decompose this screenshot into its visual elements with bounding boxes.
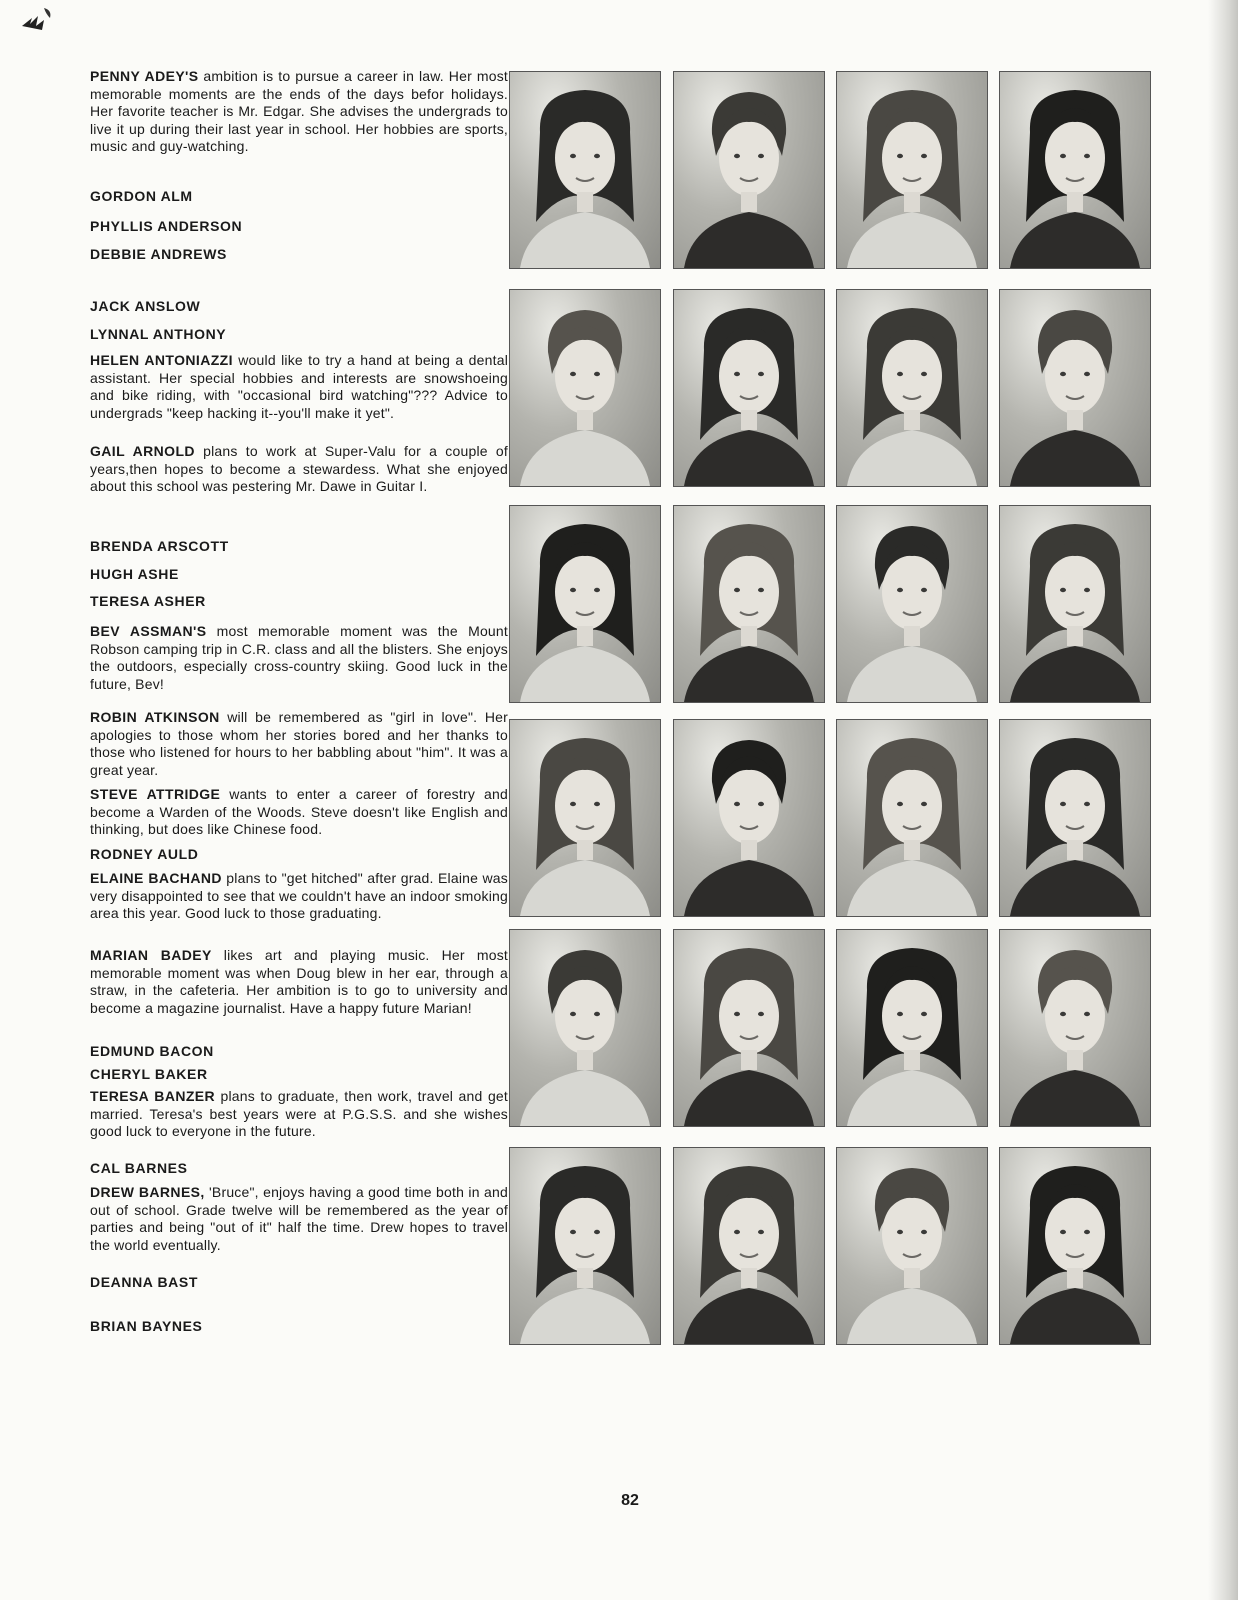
scan-shadow-edge — [1208, 0, 1238, 1600]
student-entry — [90, 1184, 508, 1254]
student-blurb: likes art and playing music. Her most memorable moment was when Doug blew in her ear, through a straw, in the cafeteria. Her ambition is to go to university and become a magazine journalist. Have a happy future Marian! — [90, 947, 508, 1016]
student-name: GAIL ARNOLD — [90, 443, 195, 459]
student-portrait — [673, 505, 825, 703]
student-portrait — [673, 289, 825, 487]
student-name: ELAINE BACHAND — [90, 870, 222, 886]
student-name: PHYLLIS ANDERSON — [90, 218, 243, 234]
student-portrait — [836, 929, 988, 1127]
student-name: BRENDA ARSCOTT — [90, 538, 229, 554]
student-name: CAL BARNES — [90, 1160, 188, 1176]
student-entry — [90, 623, 508, 693]
student-entry — [90, 68, 508, 156]
student-portrait-grid — [519, 71, 1191, 1371]
student-entry — [90, 1043, 508, 1061]
student-entry — [90, 786, 508, 839]
student-entry — [90, 352, 508, 422]
student-name: RODNEY AULD — [90, 846, 199, 862]
student-portrait — [509, 929, 661, 1127]
student-entry — [90, 443, 508, 496]
student-portrait — [673, 1147, 825, 1345]
student-name: BEV ASSMAN'S — [90, 623, 207, 639]
student-blurb: ambition is to pursue a career in law. Her most memorable moments are the ends of the days befor holidays. Her favorite teacher is Mr. Edgar. She advises the undergrads to live it up during their last year in school. Her hobbies are sports, music and guy-watching. — [90, 68, 508, 155]
student-entry — [90, 326, 508, 344]
student-entry — [90, 1088, 508, 1141]
student-name: GORDON ALM — [90, 188, 193, 204]
student-entry — [90, 1274, 508, 1292]
student-name: ROBIN ATKINSON — [90, 709, 220, 725]
student-blurb: wants to enter a career of forestry and become a Warden of the Woods. Steve doesn't like English and thinking, but does like Chinese food. — [90, 786, 508, 838]
student-portrait — [509, 71, 661, 269]
student-name: PENNY ADEY'S — [90, 68, 199, 84]
student-blurb: would like to try a hand at being a dental assistant. Her special hobbies and interests are snowshoeing and bike riding, with "occasional bird watching"??? Advice to undergrads "keep hacking it--you'll make it yet". — [90, 352, 508, 421]
student-entry — [90, 709, 508, 779]
student-name: EDMUND BACON — [90, 1043, 214, 1059]
student-portrait — [673, 719, 825, 917]
student-entry — [90, 188, 508, 206]
student-entry — [90, 846, 508, 864]
student-name: DREW BARNES, — [90, 1184, 205, 1200]
student-name: DEANNA BAST — [90, 1274, 198, 1290]
student-blurb: 'Bruce", enjoys having a good time both in and out of school. Grade twelve will be remembered as the year of parties and being "out of it" half the time. Drew hopes to travel the world eventually. — [90, 1184, 508, 1253]
page-number: 82 — [621, 1492, 639, 1509]
student-name: JACK ANSLOW — [90, 298, 201, 314]
student-portrait — [836, 1147, 988, 1345]
student-portrait — [836, 289, 988, 487]
student-portrait — [509, 289, 661, 487]
student-name: MARIAN BADEY — [90, 947, 212, 963]
student-entry — [90, 218, 508, 236]
student-name: TERESA BANZER — [90, 1088, 216, 1104]
student-blurb: plans to "get hitched" after grad. Elaine was very disappointed to see that we couldn't have an indoor smoking area this year. Good luck to those graduating. — [90, 870, 508, 922]
student-entry — [90, 1318, 508, 1336]
student-blurb: most memorable moment was the Mount Robson camping trip in C.R. class and all the blisters. She enjoys the outdoors, especially cross-country skiing. Good luck in the future, Bev! — [90, 623, 508, 692]
student-portrait — [673, 71, 825, 269]
student-name: TERESA ASHER — [90, 593, 206, 609]
student-portrait — [509, 719, 661, 917]
student-entry — [90, 298, 508, 316]
student-name: STEVE ATTRIDGE — [90, 786, 221, 802]
student-portrait — [836, 505, 988, 703]
student-name: BRIAN BAYNES — [90, 1318, 203, 1334]
student-portrait — [999, 505, 1151, 703]
student-portrait — [836, 71, 988, 269]
student-entry — [90, 1160, 508, 1178]
student-blurb: plans to work at Super-Valu for a couple of years,then hopes to become a stewardess. What she enjoyed about this school was pestering Mr. Dawe in Guitar I. — [90, 443, 508, 495]
student-entry — [90, 593, 508, 611]
student-entry — [90, 870, 508, 923]
student-portrait — [999, 719, 1151, 917]
student-portrait — [999, 289, 1151, 487]
student-blurb: will be remembered as "girl in love". Her apologies to those whom her stories bored and her thanks to those who listened for hours to her babbling about "him". It was a great year. — [90, 709, 508, 778]
student-blurb: plans to graduate, then work, travel and get married. Teresa's best years were at P.G.S.S. and she wishes good luck to everyone in the future. — [90, 1088, 509, 1140]
student-entry — [90, 566, 508, 584]
student-portrait — [509, 1147, 661, 1345]
student-entry — [90, 947, 508, 1017]
student-portrait — [509, 505, 661, 703]
student-portrait — [673, 929, 825, 1127]
student-entry — [90, 246, 508, 264]
student-portrait — [999, 71, 1151, 269]
student-entry — [90, 538, 508, 556]
student-name: HELEN ANTONIAZZI — [90, 352, 233, 368]
student-name: HUGH ASHE — [90, 566, 179, 582]
corner-logo-mark — [20, 4, 56, 39]
student-name: DEBBIE ANDREWS — [90, 246, 227, 262]
student-entry — [90, 1066, 508, 1084]
student-portrait — [999, 1147, 1151, 1345]
student-portrait — [999, 929, 1151, 1127]
student-name: CHERYL BAKER — [90, 1066, 208, 1082]
student-name: LYNNAL ANTHONY — [90, 326, 227, 342]
student-portrait — [836, 719, 988, 917]
